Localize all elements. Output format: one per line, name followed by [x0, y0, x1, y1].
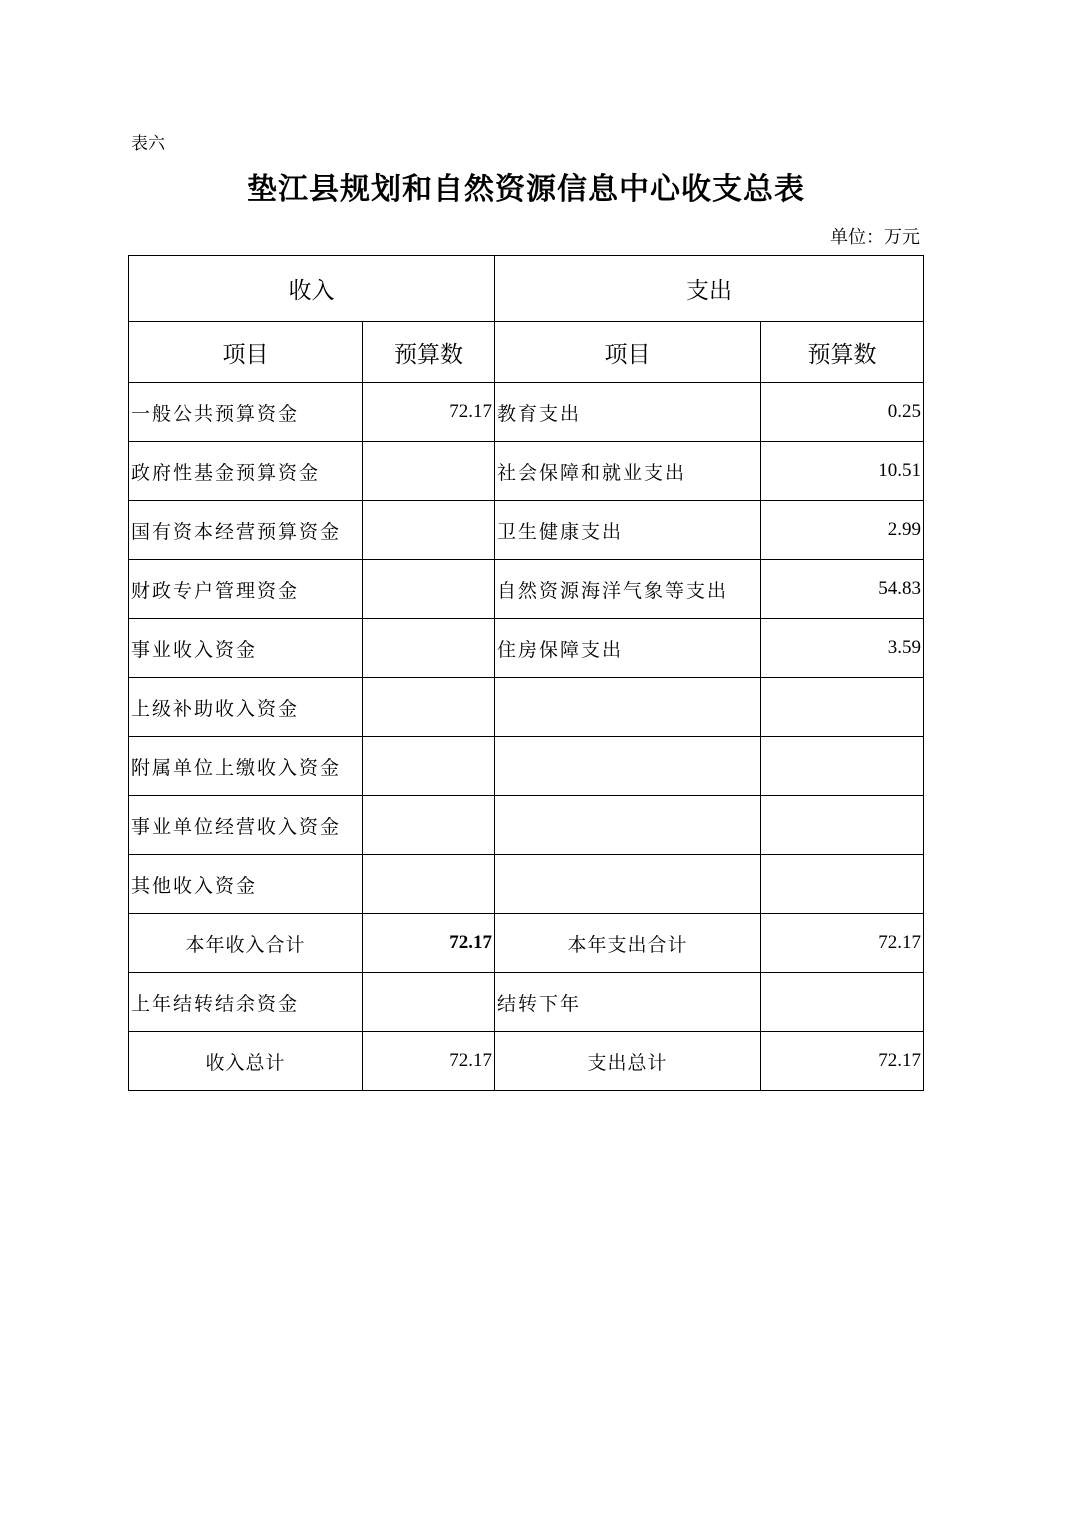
income-item: 事业收入资金	[129, 619, 363, 678]
income-item: 其他收入资金	[129, 855, 363, 914]
table-row	[129, 383, 924, 442]
income-item: 国有资本经营预算资金	[129, 501, 363, 560]
income-subtotal-value: 72.17	[363, 914, 495, 973]
section-header-row	[129, 256, 924, 322]
table-row	[129, 678, 924, 737]
income-value	[363, 560, 495, 619]
expense-item	[495, 678, 761, 737]
income-value	[363, 737, 495, 796]
expense-item	[495, 737, 761, 796]
expense-value	[761, 737, 924, 796]
income-total-value: 72.17	[363, 1032, 495, 1091]
table-row	[129, 855, 924, 914]
expense-item	[495, 796, 761, 855]
income-carryover-label: 上年结转结余资金	[129, 973, 363, 1032]
expense-item: 社会保障和就业支出	[495, 442, 761, 501]
income-value	[363, 855, 495, 914]
expense-subtotal-value: 72.17	[761, 914, 924, 973]
income-item: 上级补助收入资金	[129, 678, 363, 737]
expense-value	[761, 678, 924, 737]
table-row	[129, 560, 924, 619]
expense-budget-header: 预算数	[761, 322, 924, 383]
income-carryover-value	[363, 973, 495, 1032]
subtotal-row	[129, 914, 924, 973]
expense-value: 0.25	[761, 383, 924, 442]
income-budget-header: 预算数	[363, 322, 495, 383]
expense-item: 教育支出	[495, 383, 761, 442]
expense-value: 10.51	[761, 442, 924, 501]
income-value	[363, 796, 495, 855]
budget-table	[128, 255, 924, 1091]
unit-note: 单位：万元	[830, 227, 920, 248]
expense-item: 住房保障支出	[495, 619, 761, 678]
expense-value	[761, 855, 924, 914]
total-row	[129, 1032, 924, 1091]
income-value	[363, 619, 495, 678]
expense-item	[495, 855, 761, 914]
income-item: 政府性基金预算资金	[129, 442, 363, 501]
expense-total-label: 支出总计	[495, 1032, 761, 1091]
table-row	[129, 619, 924, 678]
income-item: 事业单位经营收入资金	[129, 796, 363, 855]
carryover-row	[129, 973, 924, 1032]
expense-item-header: 项目	[495, 322, 761, 383]
income-item: 财政专户管理资金	[129, 560, 363, 619]
table-row	[129, 501, 924, 560]
table-label: 表六	[131, 134, 165, 154]
expense-value: 2.99	[761, 501, 924, 560]
expense-carryover-value	[761, 973, 924, 1032]
expense-value	[761, 796, 924, 855]
income-section-header: 收入	[129, 256, 495, 322]
table-row	[129, 737, 924, 796]
expense-item: 自然资源海洋气象等支出	[495, 560, 761, 619]
income-subtotal-label: 本年收入合计	[129, 914, 363, 973]
column-header-row	[129, 322, 924, 383]
table-row	[129, 796, 924, 855]
income-total-label: 收入总计	[129, 1032, 363, 1091]
income-value	[363, 678, 495, 737]
expense-carryover-label: 结转下年	[495, 973, 761, 1032]
expense-subtotal-label: 本年支出合计	[495, 914, 761, 973]
table-row	[129, 442, 924, 501]
income-value	[363, 501, 495, 560]
budget-table-body	[129, 256, 924, 1091]
income-value	[363, 442, 495, 501]
expense-total-value: 72.17	[761, 1032, 924, 1091]
income-item: 一般公共预算资金	[129, 383, 363, 442]
document-title: 垫江县规划和自然资源信息中心收支总表	[247, 172, 805, 207]
expense-value: 54.83	[761, 560, 924, 619]
income-item: 附属单位上缴收入资金	[129, 737, 363, 796]
income-item-header: 项目	[129, 322, 363, 383]
income-value: 72.17	[363, 383, 495, 442]
expense-section-header: 支出	[495, 256, 924, 322]
expense-value: 3.59	[761, 619, 924, 678]
expense-item: 卫生健康支出	[495, 501, 761, 560]
